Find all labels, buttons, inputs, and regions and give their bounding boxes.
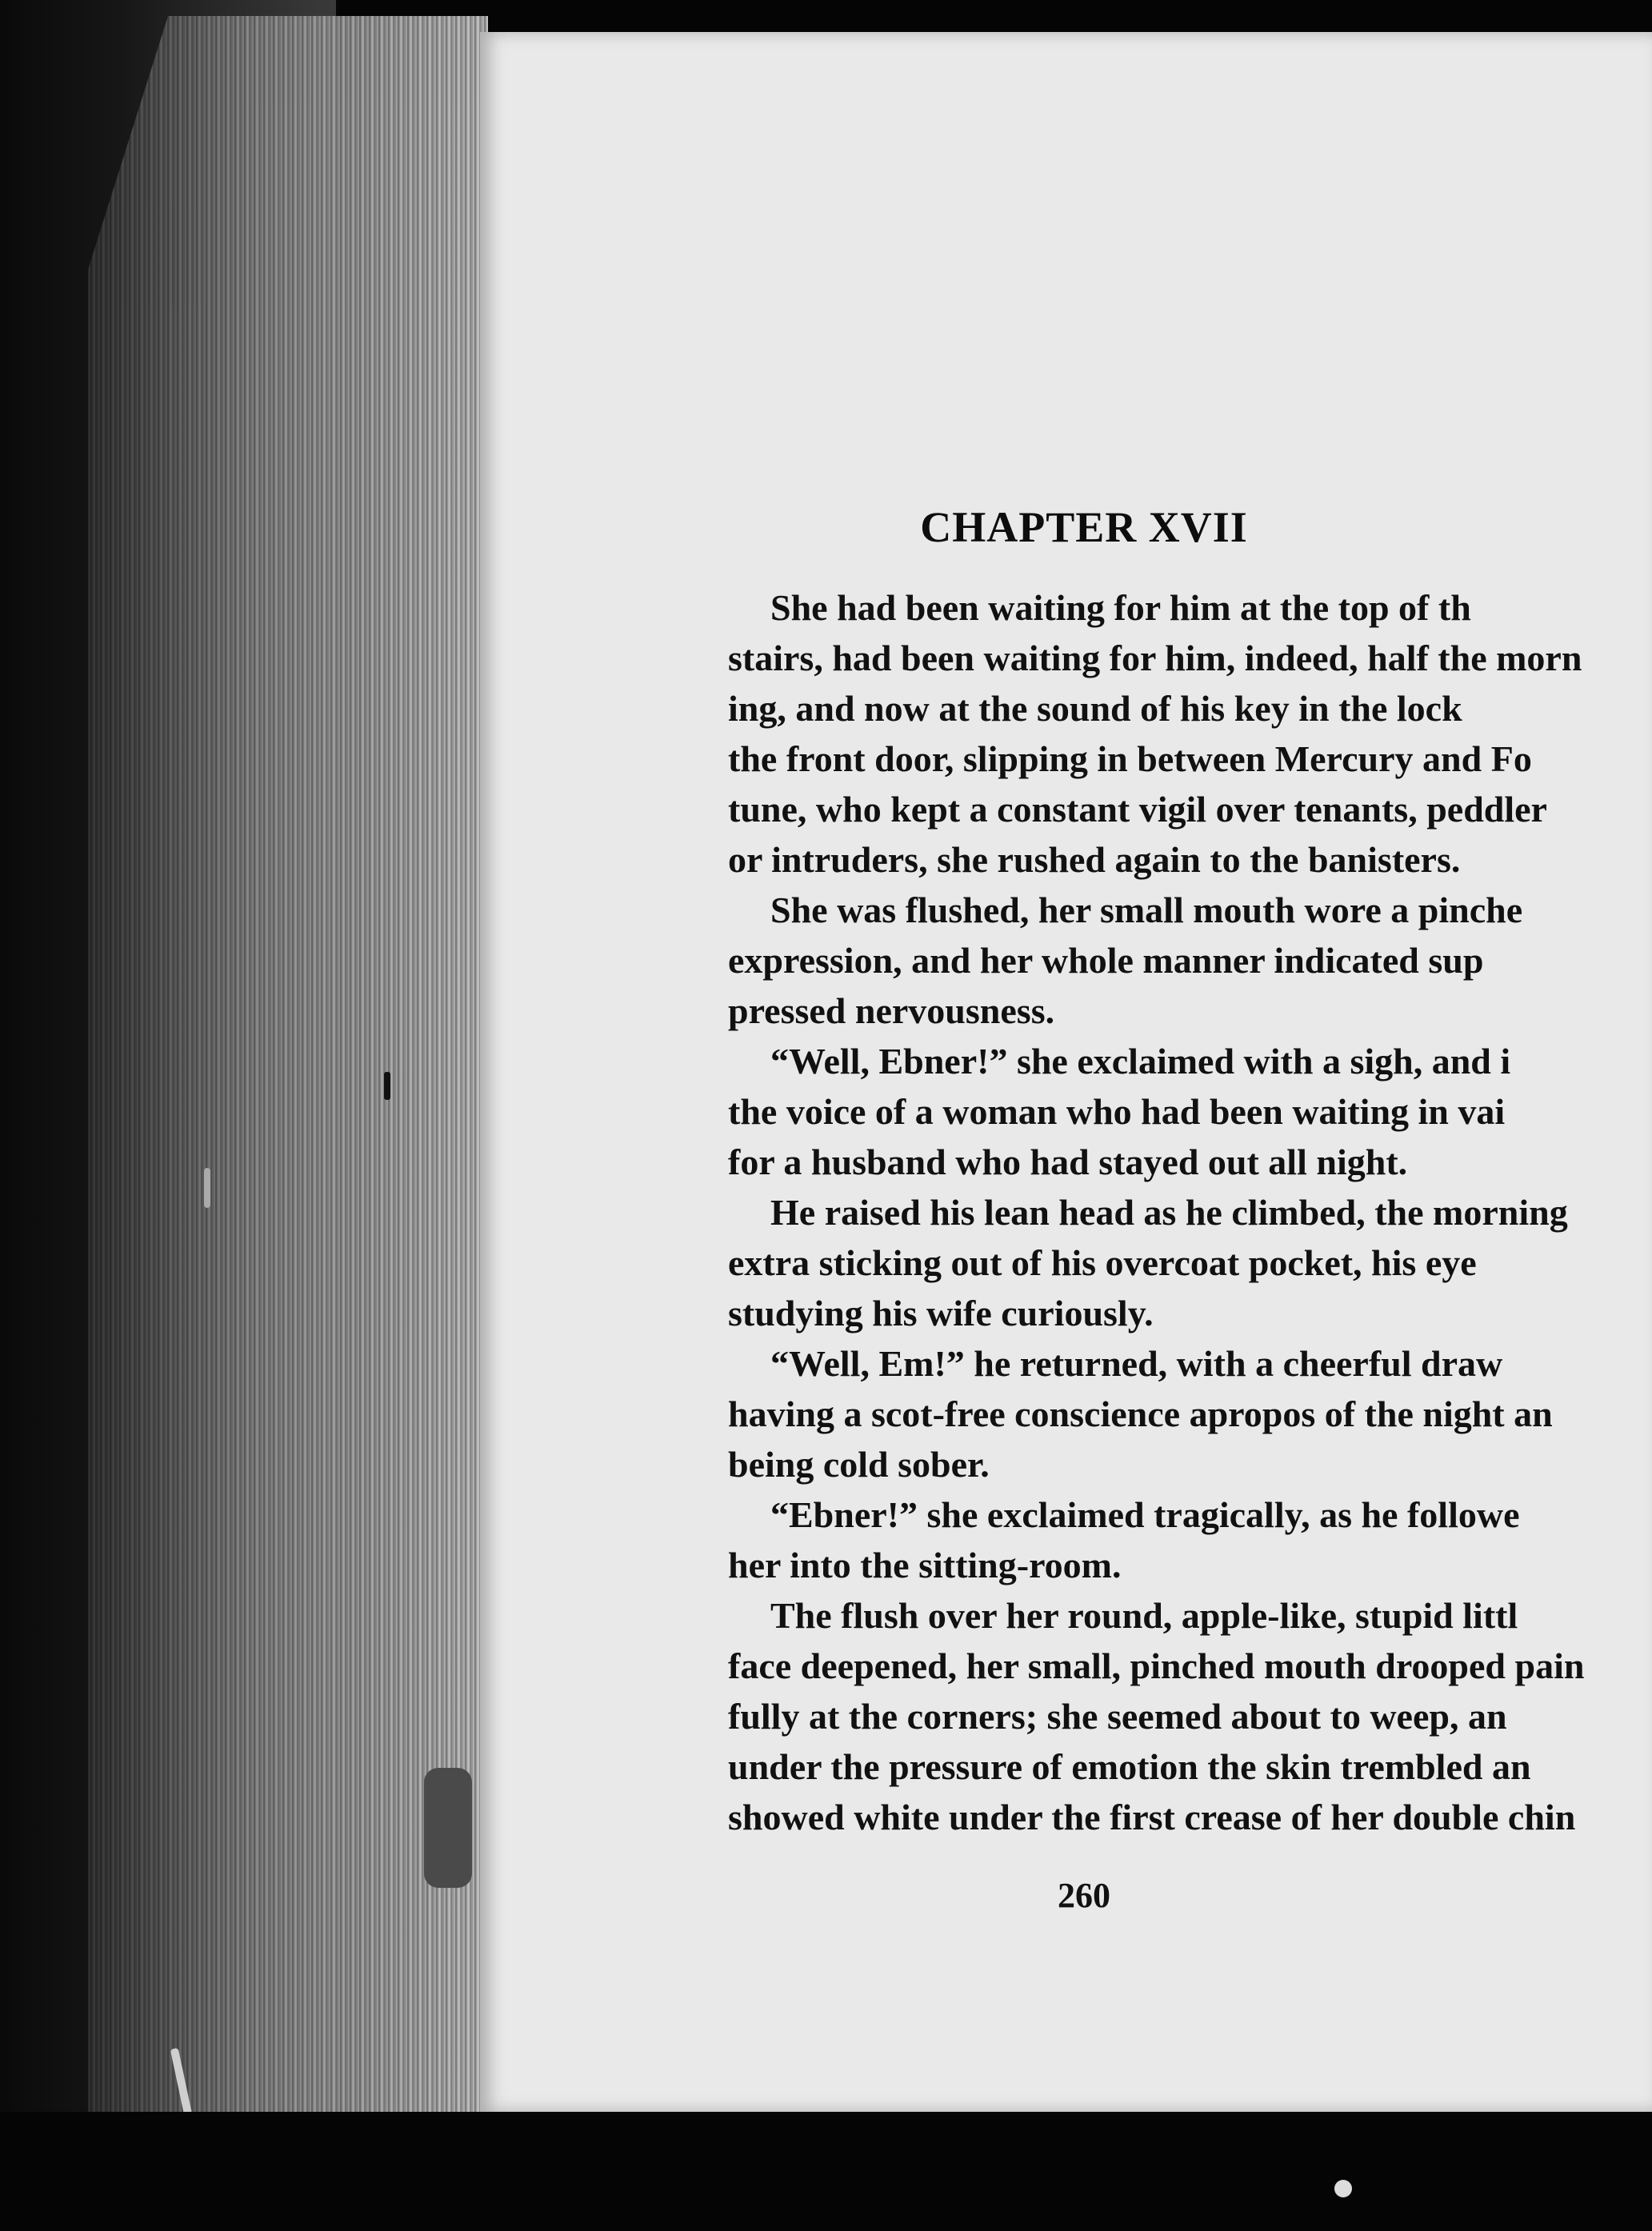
text-line: her into the sitting-room. [728,1545,1122,1585]
text-line: She was flushed, her small mouth wore a pinche [770,890,1523,930]
text-line: having a scot-free conscience apropos of the night an [728,1393,1553,1434]
text-line: “Ebner!” she exclaimed tragically, as he followe [770,1494,1520,1535]
text-line: pressed nervousness. [728,990,1055,1031]
bottom-shadow [0,2112,1652,2231]
text-line: showed white under the first crease of her double chin [728,1797,1576,1837]
scan-artifact [204,1168,210,1208]
body-text [728,582,1652,1842]
text-line: the front door, slipping in between Mercury and Fo [728,738,1532,779]
text-line: expression, and her whole manner indicated sup [728,940,1484,981]
scan-artifact [1334,2180,1352,2197]
text-line: extra sticking out of his overcoat pocket, his eye [728,1242,1477,1283]
text-line: studying his wife curiously. [728,1293,1154,1333]
text-line: stairs, had been waiting for him, indeed, half the morn [728,638,1582,678]
text-line: being cold sober. [728,1444,990,1485]
text-line: “Well, Em!” he returned, with a cheerful draw [770,1343,1503,1384]
scan-artifact [384,1072,390,1100]
text-line: The flush over her round, apple-like, stupid littl [770,1595,1518,1636]
text-line: “Well, Ebner!” she exclaimed with a sigh, and i [770,1041,1511,1082]
text-line: fully at the corners; she seemed about to weep, an [728,1696,1507,1737]
text-line: for a husband who had stayed out all night. [728,1141,1408,1182]
scan-artifact [424,1768,472,1888]
text-line: face deepened, her small, pinched mouth drooped pain [728,1645,1585,1686]
text-line: ing, and now at the sound of his key in the lock [728,688,1462,729]
book-page [480,32,1652,2112]
page-number: 260 [1058,1876,1110,1915]
text-line: She had been waiting for him at the top of th [770,587,1471,628]
text-line: under the pressure of emotion the skin trembled an [728,1746,1531,1787]
text-line: He raised his lean head as he climbed, the morning [770,1192,1568,1233]
text-line: the voice of a woman who had been waiting in vai [728,1091,1506,1132]
chapter-title: CHAPTER XVII [920,503,1248,551]
text-line: tune, who kept a constant vigil over tenants, peddler [728,789,1547,830]
text-line: or intruders, she rushed again to the banisters. [728,839,1461,880]
